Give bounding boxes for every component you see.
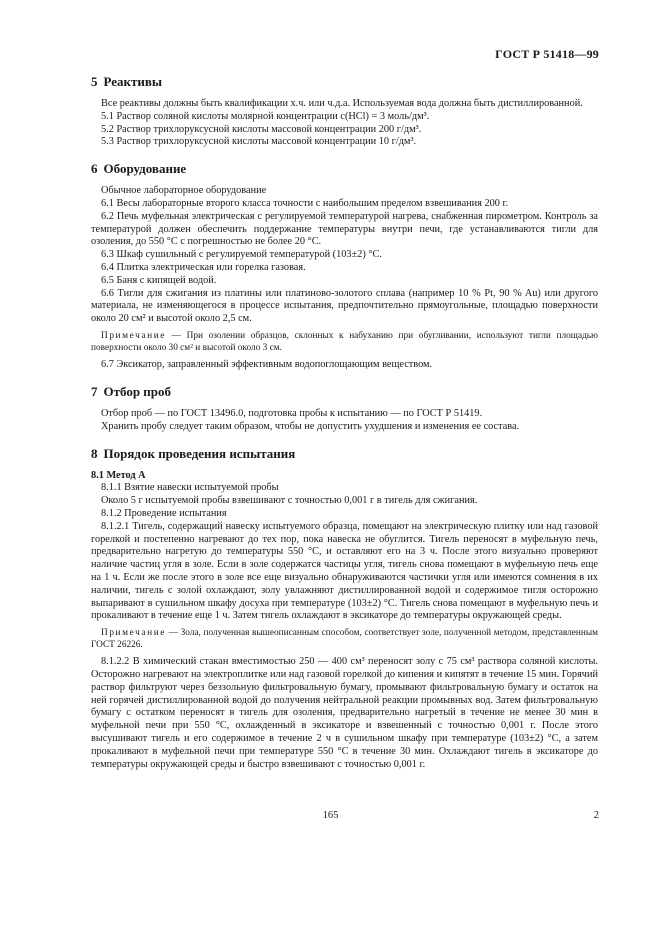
section-number: 8	[91, 445, 98, 461]
section-7-heading	[91, 385, 598, 399]
section-5	[91, 75, 598, 149]
list-item: 5.3 Раствор трихлоруксусной кислоты массовой концентрации 10 г/дм³.	[101, 136, 417, 148]
paragraph: Все реактивы должны быть квалификации х.ч. или ч.д.а. Используемая вода должна быть дистиллированной.	[101, 98, 583, 109]
list-item: 6.1 Весы лабораторные второго класса точности с наибольшим пределом взвешивания 200 г.	[101, 197, 509, 209]
paragraph: 8.1.2 Проведение испытания	[101, 507, 227, 519]
paragraph: Обычное лабораторное оборудование	[101, 185, 267, 197]
note	[91, 628, 598, 651]
list-item: 6.3 Шкаф сушильный с регулируемой температурой (103±2) °С.	[101, 249, 382, 261]
section-number: 7	[91, 383, 98, 399]
section-title: Порядок проведения испытания	[103, 445, 296, 461]
list-item: 6.7 Эксикатор, заправленный эффективным водопоглощающим веществом.	[101, 359, 433, 371]
paragraph: Отбор проб — по ГОСТ 13496.0, подготовка пробы к испытанию — по ГОСТ Р 51419.	[101, 407, 483, 419]
list-item: 5.1 Раствор соляной кислоты молярной концентрации c(HCl) = 3 моль/дм³.	[101, 110, 430, 122]
section-number: 6	[91, 161, 98, 177]
subsection-title: 8.1 Метод А	[91, 469, 146, 481]
note-text: — При озолении образцов, склонных к набуханию при обугливании, используют тигли площадью поверхности около 30 см² и высотой около 3 см.	[91, 330, 598, 353]
note-label: Примечание	[101, 628, 166, 639]
section-5-heading	[91, 75, 598, 89]
section-8-heading	[91, 447, 598, 461]
note-label: Примечание	[101, 330, 166, 341]
section-7	[91, 385, 598, 434]
section-title: Реактивы	[103, 74, 163, 89]
section-6-heading	[91, 162, 598, 176]
paragraph: 8.1.1 Взятие навески испытуемой пробы	[101, 482, 279, 494]
list-item: 6.2 Печь муфельная электрическая с регулируемой температурой нагрева, снабженная пирометром. Контроль за температурой должен обеспечить поддержание температуры внутри печи, где устанавливаются тигли для озоления, до 550 °С с погрешностью не более 20 °С.	[91, 210, 598, 248]
note	[91, 331, 598, 354]
section-6	[91, 162, 598, 372]
list-item: 5.2 Раствор трихлоруксусной кислоты массовой концентрации 200 г/дм³.	[101, 123, 422, 135]
list-item: 6.5 Баня с кипящей водой.	[101, 274, 217, 286]
list-item: 6.6 Тигли для сжигания из платины или платиново-золотого сплава (например 10 % Pt, 90 % Au) или другого материала, не изменяющегося в процессе испытания, предпочтительно прямоугольные, площадью поверхности около 20 см² и высотой около 2,5 см.	[91, 287, 598, 325]
section-8	[91, 447, 598, 772]
section-title: Отбор проб	[103, 383, 172, 399]
paragraph: 8.1.2.1 Тигель, содержащий навеску испытуемого образца, помещают на электрическую плитку или над газовой горелкой и постепенно нагревают до тех пор, пока навеска не обуглится. Тигель переносят в муфельную печь, предварительно нагретую до температуры 550 °С, и оставляют его на 3 ч. После этого визуально проверяют наличие частиц угля в золе. Если в золе содержатся частицы угля, тигель снова помещают в муфельную печь еще на 1 ч. Если же после этого в золе все еще визуально обнаруживаются частички угля или имеются сомнения в их наличии, тигель с золой охлаждают, золу увлажняют дистиллированной водой и содержимое тигля осторожно выпаривают в сушильном шкафу досуха при температуре (103±2) °С. Тигель снова помещают в муфельную печь и прокаливают в течение еще 1 ч. Затем тигель охлаждают в эксикаторе до температуры окружающей среды.	[91, 520, 598, 622]
paragraph: Хранить пробу следует таким образом, чтобы не допустить ухудшения и изменения ее состава.	[101, 420, 520, 432]
paragraph: 8.1.2.2 В химический стакан вместимостью 250 — 400 см³ переносят золу с 75 см³ раствора соляной кислоты. Осторожно нагревают на электроплитке или над газовой горелкой до кипения и кипятят в течение 15 мин. Горячий раствор фильтруют через беззольную фильтровальную бумагу, промывают фильтровальную бумагу и остаток на ней горячей дистиллированной водой до получения нейтральной реакции промывных вод. Затем фильтровальную бумагу с остатком переносят в тигель для озоления, предварительно нагретый в течение не менее 30 мин в муфельной печи при 550 °С, охлажденный в эксикаторе и взвешенный с точностью 0,001 г. После этого высушивают тигель и его содержимое в течение 2 ч в сушильном шкафу при температуре (103±2) °С, а затем прокаливают в муфельной печи при температуре 550 °С в течение 30 мин. Охлаждают тигель в эксикаторе до температуры окружающей среды и быстро взвешивают с точностью 0,001 г.	[91, 656, 598, 770]
section-title: Оборудование	[103, 161, 187, 177]
paragraph: Около 5 г испытуемой пробы взвешивают с точностью 0,001 г в тигель для сжигания.	[101, 495, 478, 507]
page-content	[91, 75, 598, 771]
standard-header: ГОСТ Р 51418—99	[495, 47, 599, 61]
page-number: 165	[322, 810, 339, 821]
sheet-number: 2	[593, 810, 599, 821]
list-item: 6.4 Плитка электрическая или горелка газовая.	[101, 261, 306, 273]
section-number: 5	[91, 74, 98, 89]
note-text: — Зола, полученная вышеописанным способом, соответствует золе, полученной методом, представленным ГОСТ 26226.	[91, 628, 598, 650]
